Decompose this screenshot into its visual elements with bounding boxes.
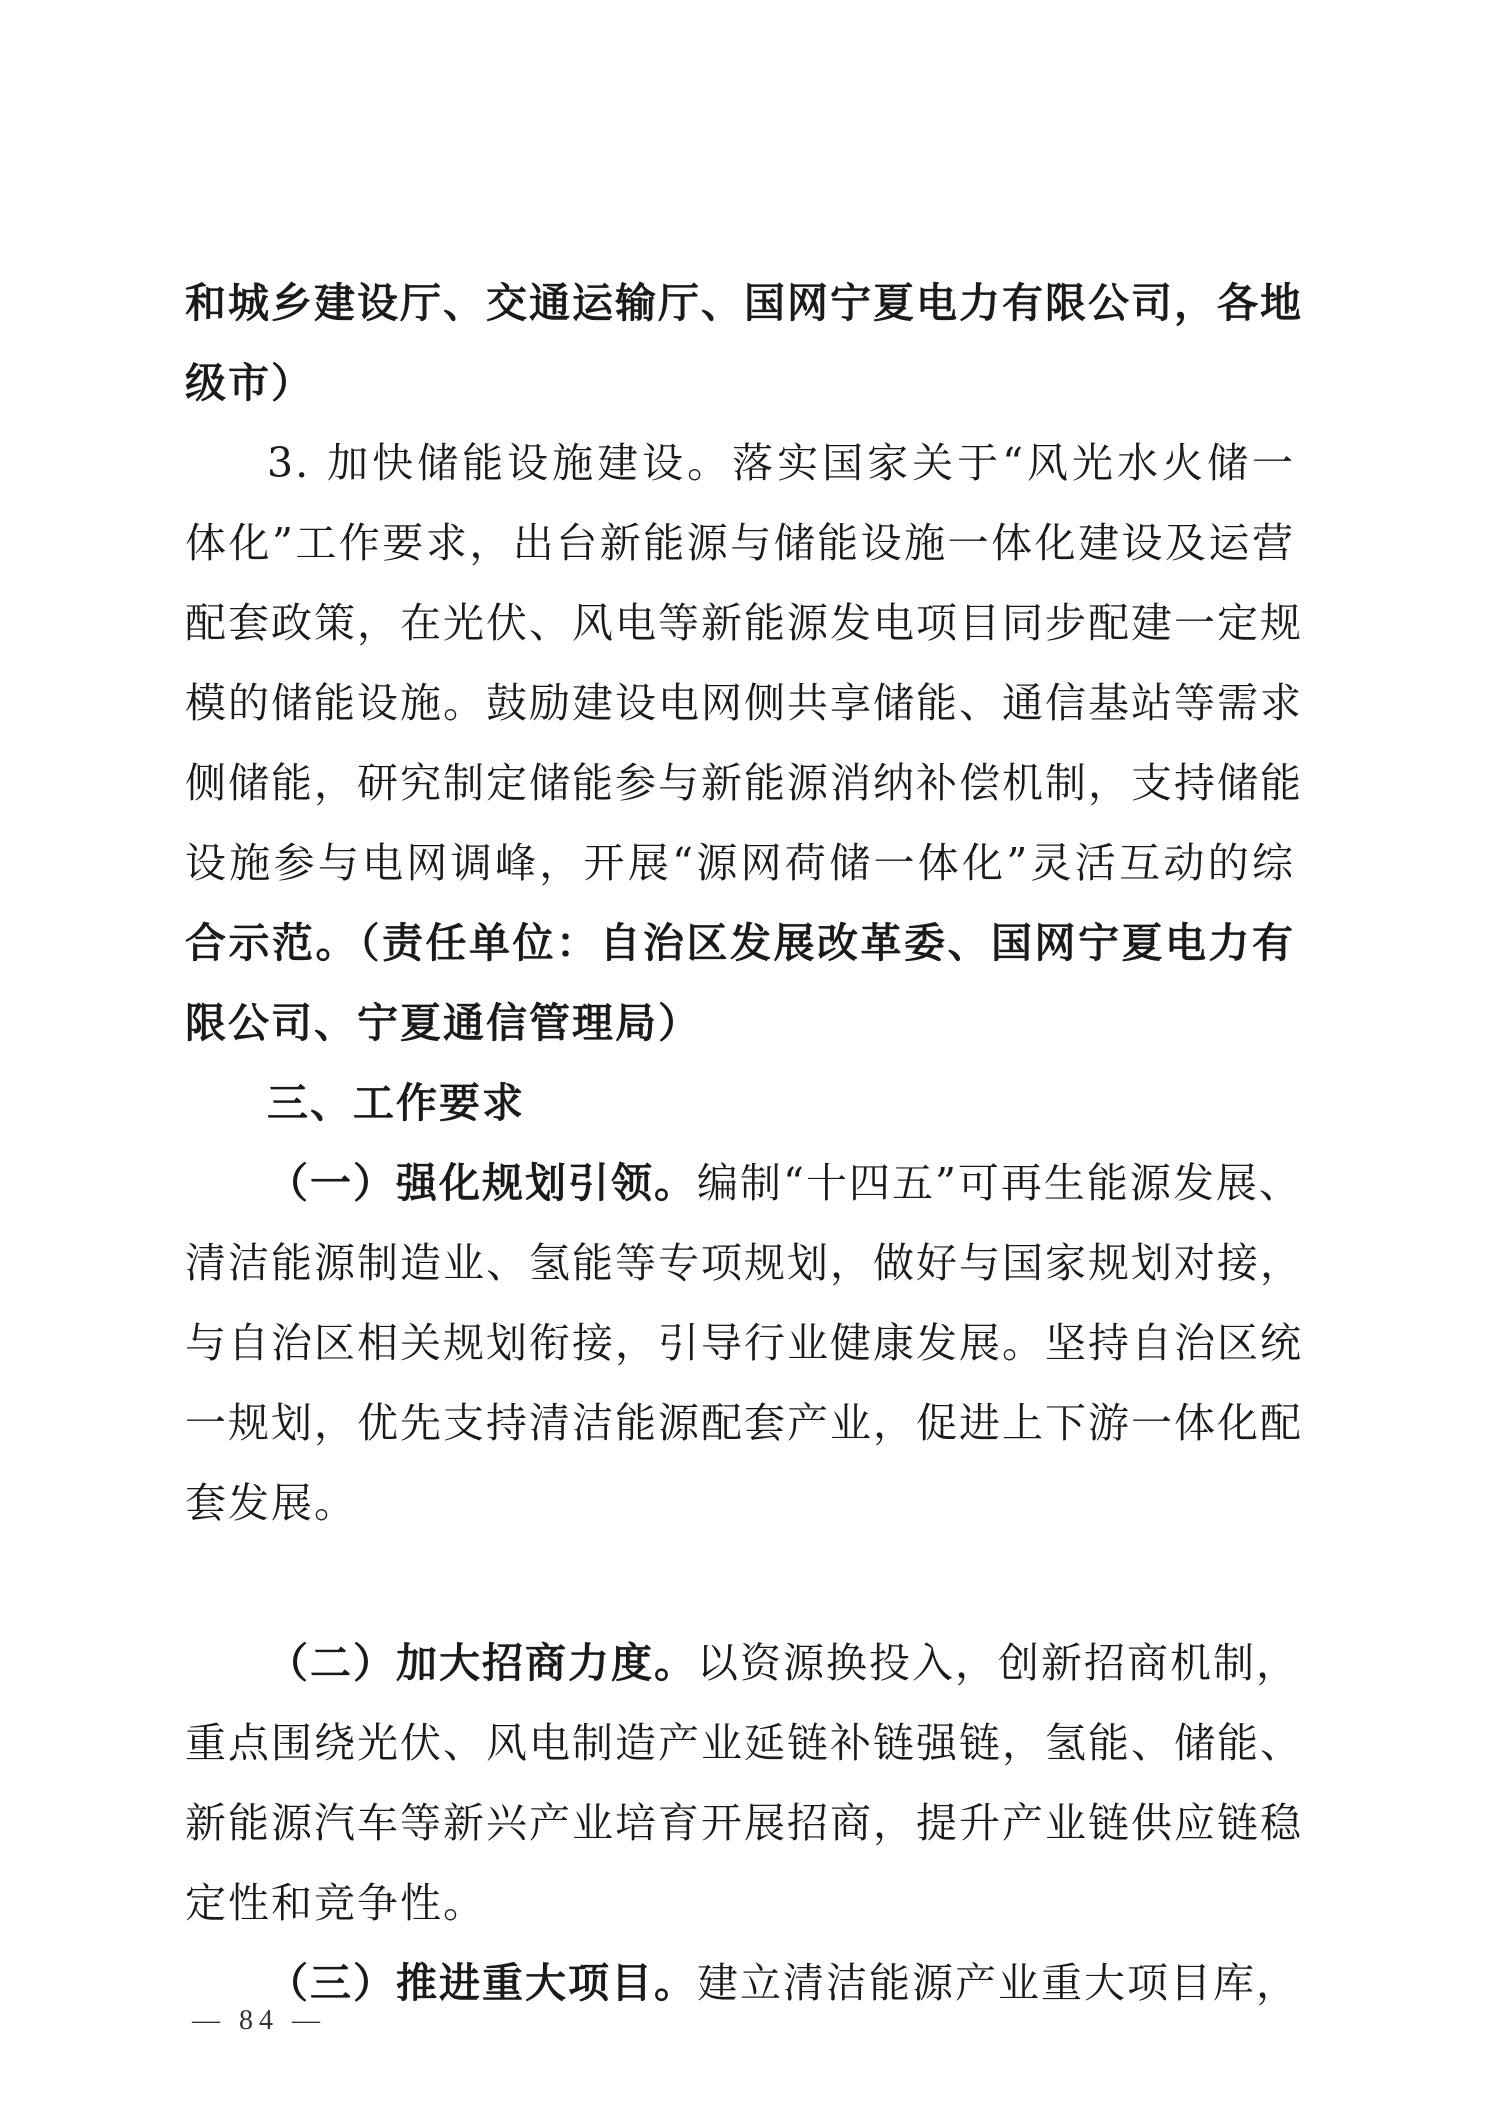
paragraph-line: 级市）	[185, 359, 314, 407]
paragraph-line: 套发展。	[185, 1479, 357, 1527]
paragraph-line: 定性和竞争性。	[185, 1879, 486, 1927]
item-3-paragraph	[185, 423, 1303, 1063]
requirement-text: 编制“十四五”可再生能源发展、	[697, 1159, 1302, 1207]
requirement-title: （三）推进重大项目。	[267, 1959, 697, 2007]
paragraph-line: 3. 加快储能设施建设。落实国家关于“风光水火储一	[267, 439, 1295, 487]
paragraph-line: 体化”工作要求，出台新能源与储能设施一体化建设及运营	[185, 519, 1295, 567]
continuation-paragraph	[185, 263, 1303, 423]
paragraph-line: 合示范。（责任单位：自治区发展改革委、国网宁夏电力有	[185, 919, 1295, 967]
requirement-1-paragraph	[185, 1143, 1303, 1543]
requirement-text: 以资源换投入，创新招商机制，	[697, 1639, 1299, 1687]
paragraph-line: 新能源汽车等新兴产业培育开展招商，提升产业链供应链稳	[185, 1799, 1303, 1847]
requirement-text: 建立清洁能源产业重大项目库，	[697, 1959, 1299, 2007]
paragraph-line: 与自治区相关规划衔接，引导行业健康发展。坚持自治区统	[185, 1319, 1303, 1367]
paragraph-line: 侧储能，研究制定储能参与新能源消纳补偿机制，支持储能	[185, 759, 1303, 807]
page-number: — 84 —	[192, 2005, 326, 2036]
paragraph-line: 设施参与电网调峰，开展“源网荷储一体化”灵活互动的综	[185, 839, 1295, 887]
paragraph-line: 模的储能设施。鼓励建设电网侧共享储能、通信基站等需求	[185, 679, 1303, 727]
requirement-2-paragraph	[185, 1623, 1303, 1943]
paragraph-line: 重点围绕光伏、风电制造产业延链补链强链，氢能、储能、	[185, 1719, 1303, 1767]
requirement-3-paragraph	[185, 1943, 1299, 2023]
paragraph-line: 和城乡建设厅、交通运输厅、国网宁夏电力有限公司，各地	[185, 279, 1303, 327]
paragraph-line: 一规划，优先支持清洁能源配套产业，促进上下游一体化配	[185, 1399, 1303, 1447]
requirement-title: （二）加大招商力度。	[267, 1639, 697, 1687]
paragraph-line	[185, 1143, 1302, 1223]
paragraph-line: 限公司、宁夏通信管理局）	[185, 999, 701, 1047]
paragraph-line	[185, 1943, 1299, 2023]
paragraph-line	[185, 1623, 1299, 1703]
section-heading: 三、工作要求	[267, 1079, 525, 1127]
paragraph-line: 配套政策，在光伏、风电等新能源发电项目同步配建一定规	[185, 599, 1303, 647]
paragraph-line: 清洁能源制造业、氢能等专项规划，做好与国家规划对接，	[185, 1239, 1303, 1287]
requirement-title: （一）强化规划引领。	[267, 1159, 697, 1207]
